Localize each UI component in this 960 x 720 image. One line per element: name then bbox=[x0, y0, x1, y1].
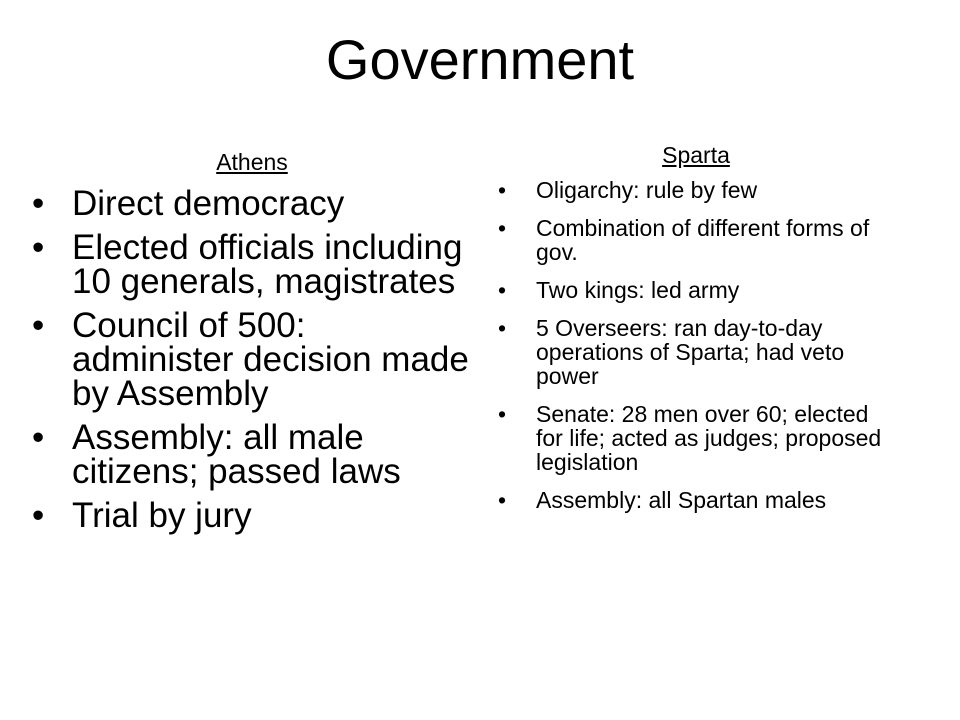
athens-list bbox=[32, 184, 472, 535]
sparta-heading: Sparta bbox=[662, 142, 730, 168]
sparta-list-item: • Combination of different forms of gov. bbox=[496, 216, 896, 264]
sparta-list-item: • Oligarchy: rule by few bbox=[496, 178, 896, 202]
athens-list-item: • Direct democracy bbox=[32, 187, 472, 221]
sparta-list-item: • Two kings: led army bbox=[496, 278, 896, 302]
athens-list-item: • Trial by jury bbox=[32, 499, 472, 533]
athens-column bbox=[32, 145, 472, 543]
slide-title: Government bbox=[325, 28, 635, 91]
sparta-list-item: • Senate: 28 men over 60; elected for life; acted as judges; proposed legislation bbox=[496, 402, 896, 474]
sparta-list-item: • Assembly: all Spartan males bbox=[496, 488, 896, 512]
athens-list-item: • Elected officials including 10 generals, magistrates bbox=[32, 231, 472, 299]
sparta-list-item: • 5 Overseers: ran day-to-day operations of Sparta; had veto power bbox=[496, 316, 896, 388]
athens-list-item: • Assembly: all male citizens; passed laws bbox=[32, 421, 472, 489]
sparta-column bbox=[496, 140, 896, 526]
sparta-list bbox=[496, 178, 896, 512]
athens-list-item: • Council of 500: administer decision made by Assembly bbox=[32, 309, 472, 411]
athens-heading: Athens bbox=[216, 149, 288, 175]
